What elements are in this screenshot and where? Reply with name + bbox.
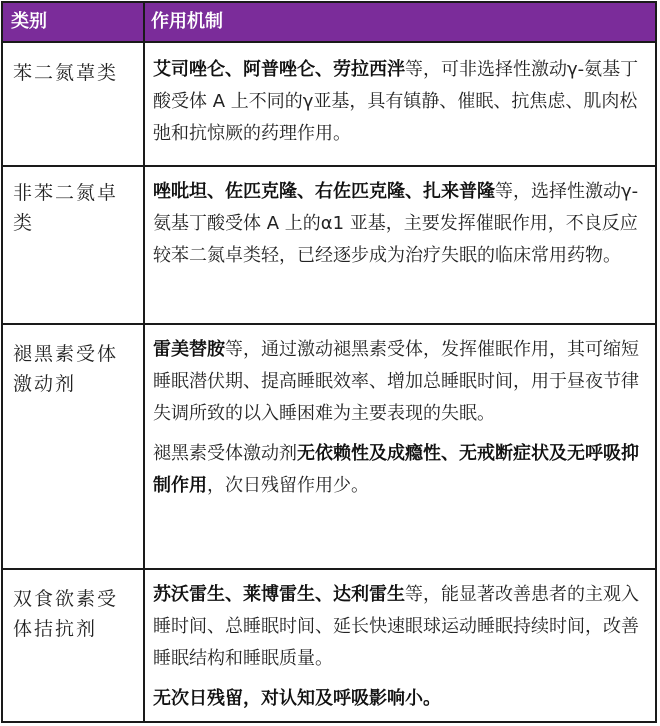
body-text: 等，通过激动褪黑素受体，发挥催眠作用，其可缩短睡眠潜伏期、提高睡眠效率、增加总睡眠时间，用于昼夜节律失调所致的以入睡困难为主要表现的失眠。 xyxy=(153,339,639,424)
bold-text: 雷美替胺 xyxy=(153,339,225,360)
row-mechanism xyxy=(153,176,651,272)
row-mechanism xyxy=(153,579,651,715)
body-text: 等，能显著改善患者的主观入睡时间、总睡眠时间、延长快速眼球运动睡眠持续时间，改善睡眠结构和睡眠质量。 xyxy=(153,584,639,669)
bold-text: 唑吡坦、佐匹克隆、右佐匹克隆、扎来普隆 xyxy=(153,181,495,202)
body-text: 等，选择性激动γ-氨基丁酸受体 A 上的α1 亚基，主要发挥催眠作用，不良反应较苯二氮卓类轻，已经逐步成为治疗失眠的临床常用药物。 xyxy=(153,181,639,266)
mechanism-paragraph xyxy=(153,683,651,715)
mechanism-paragraph xyxy=(153,579,651,675)
row-mechanism xyxy=(153,334,651,502)
header-category: 类别 xyxy=(11,11,47,32)
row-category: 双食欲素受体拮抗剂 xyxy=(13,588,119,640)
body-text: 褪黑素受体激动剂 xyxy=(153,443,297,464)
table-header xyxy=(3,3,655,41)
body-text: ，次日残留作用少。 xyxy=(207,475,369,496)
row-mechanism xyxy=(153,54,651,150)
bold-text: 艾司唑仑、阿普唑仑、劳拉西泮 xyxy=(153,59,405,80)
bold-text: 无依赖性及成瘾性、无戒断症状及无呼吸抑制作用 xyxy=(153,443,639,496)
header-mechanism: 作用机制 xyxy=(151,11,223,32)
mechanism-paragraph xyxy=(153,176,651,272)
body-text: 等，可非选择性激动γ-氨基丁酸受体 A 上不同的γ亚基，具有镇静、催眠、抗焦虑、肌肉松弛和抗惊厥的药理作用。 xyxy=(153,59,639,144)
row-category: 非苯二氮卓类 xyxy=(13,182,119,234)
row-divider xyxy=(3,41,655,43)
row-divider xyxy=(3,323,655,325)
drug-table xyxy=(1,1,657,723)
row-category: 褪黑素受体激动剂 xyxy=(13,343,119,395)
row-category: 苯二氮䓬类 xyxy=(13,62,119,84)
mechanism-paragraph xyxy=(153,438,651,502)
mechanism-paragraph xyxy=(153,54,651,150)
column-divider xyxy=(143,3,145,721)
row-divider xyxy=(3,568,655,570)
bold-text: 苏沃雷生、莱博雷生、达利雷生 xyxy=(153,584,405,605)
row-divider xyxy=(3,165,655,167)
bold-text: 无次日残留，对认知及呼吸影响小。 xyxy=(153,688,441,709)
mechanism-paragraph xyxy=(153,334,651,430)
